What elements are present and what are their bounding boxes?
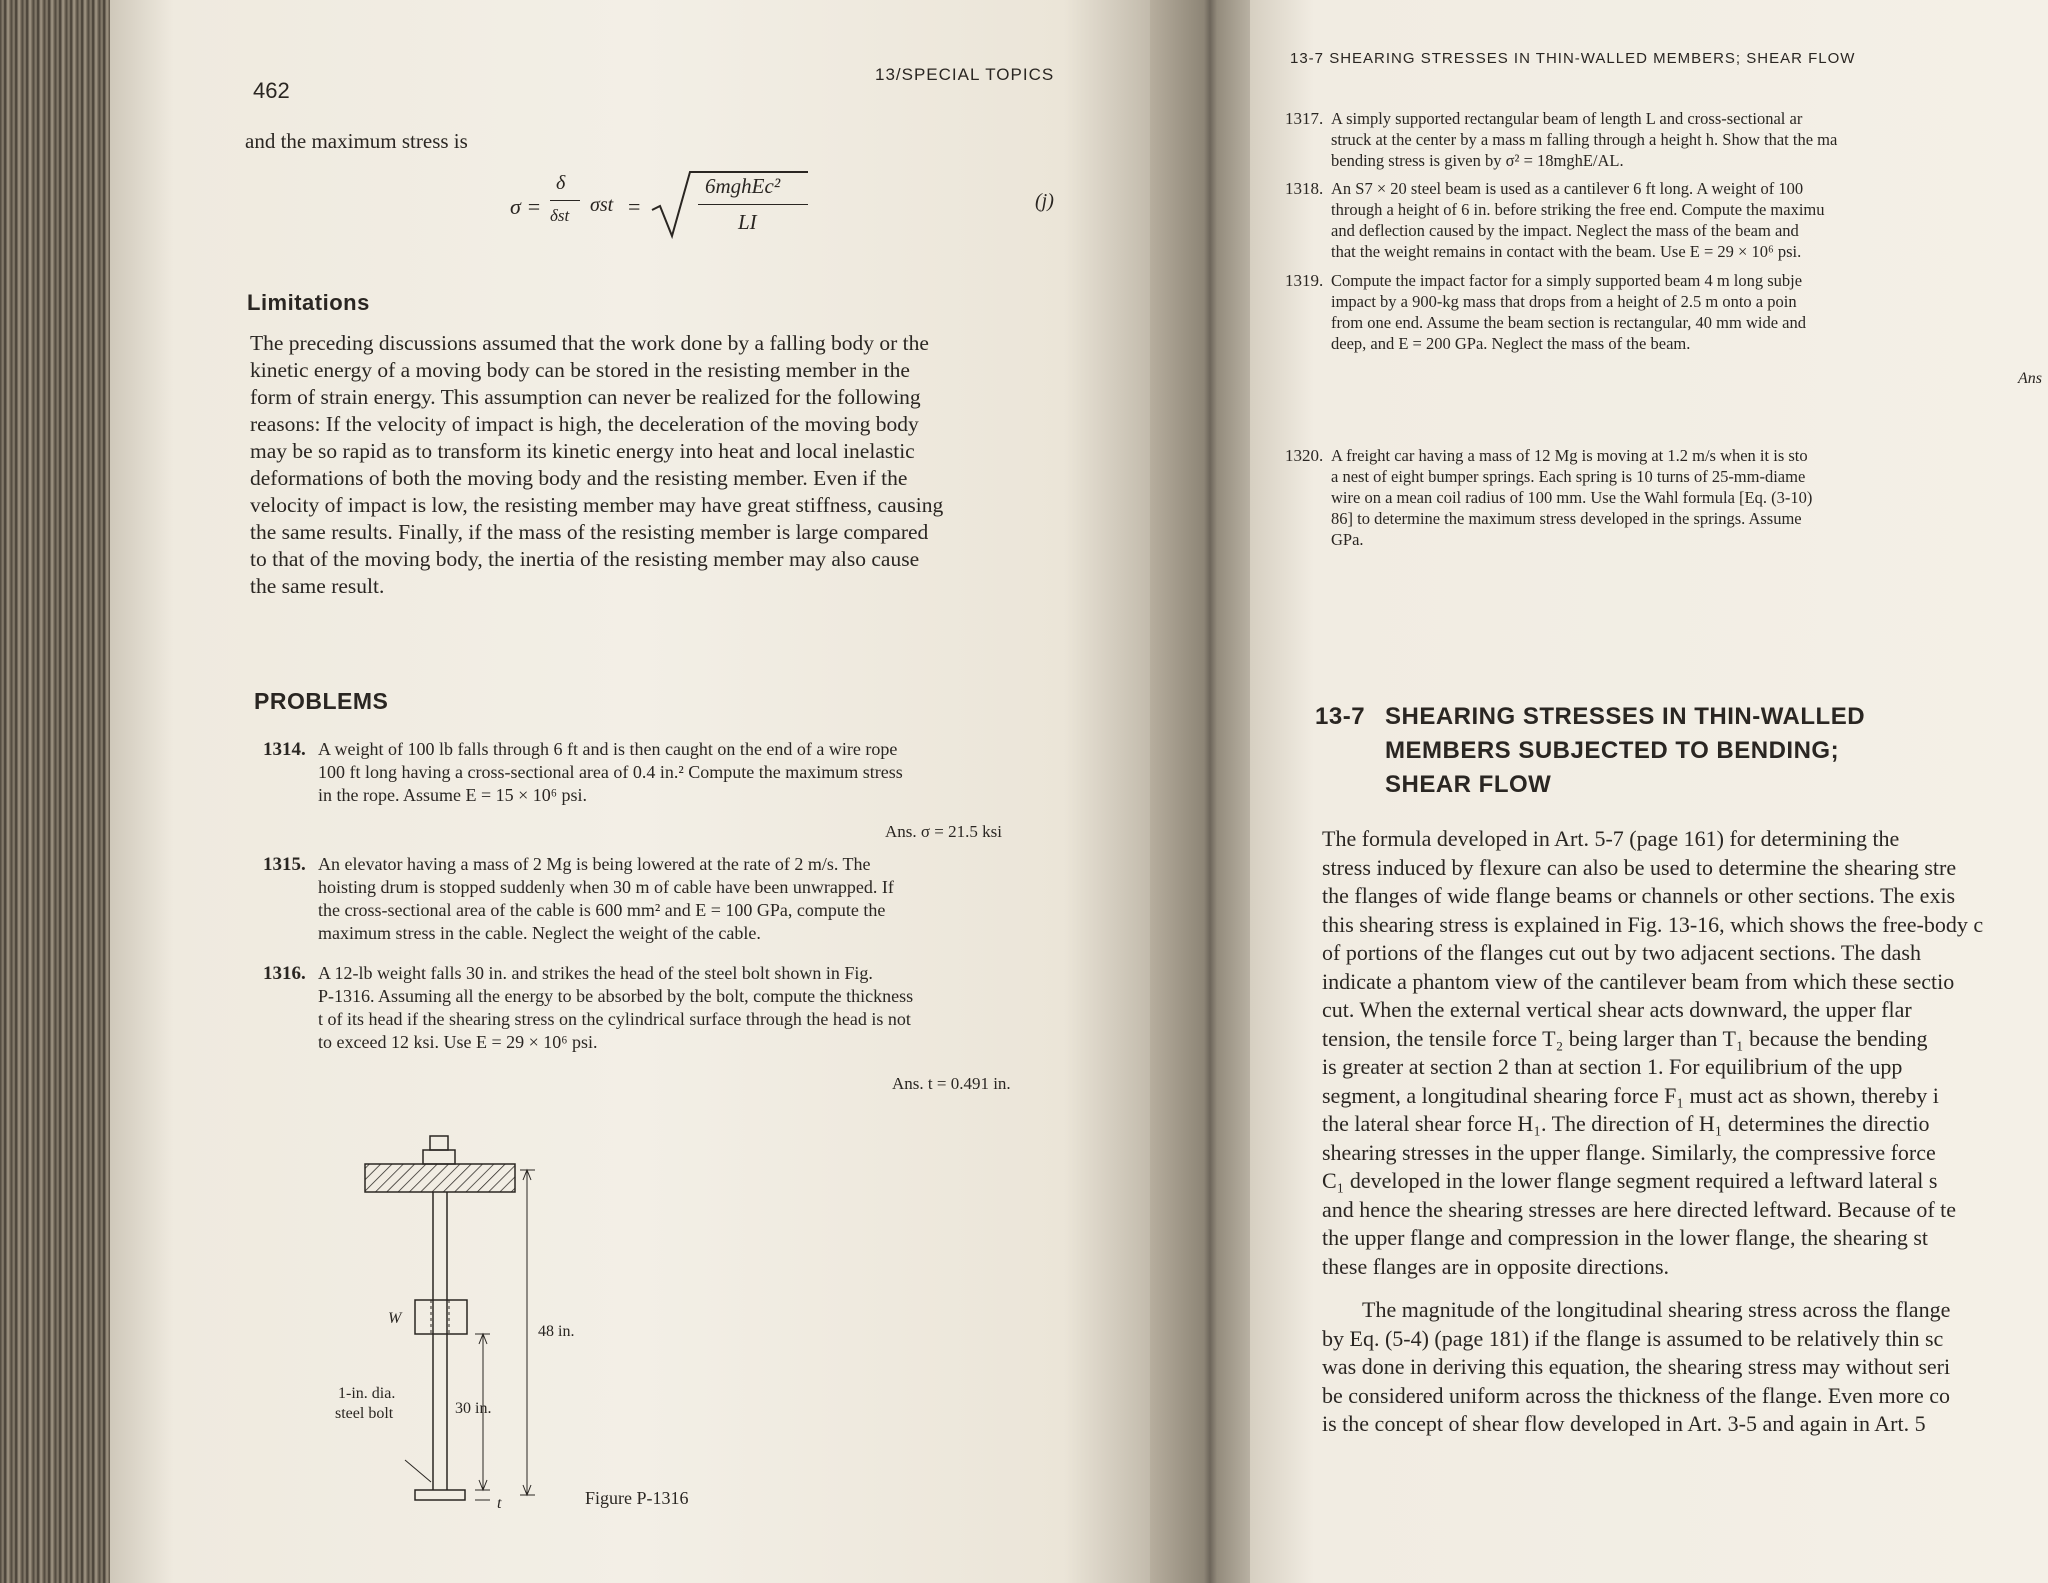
text-line: in the rope. Assume E = 15 × 10⁶ psi.	[318, 785, 588, 805]
problem-1315	[263, 853, 1093, 953]
text-line: and deflection caused by the impact. Neglect the mass of the beam and	[1331, 221, 1799, 240]
heading-line: MEMBERS SUBJECTED TO BENDING;	[1385, 737, 1840, 764]
text-line: is greater at section 2 than at section 1. For equilibrium of the upp	[1322, 1054, 1903, 1079]
running-head: 13-7 SHEARING STRESSES IN THIN-WALLED MEMBERS; SHEAR FLOW	[1290, 50, 1856, 67]
text-line: C₁ developed in the lower flange segment required a leftward lateral s	[1322, 1168, 1938, 1193]
problem-number: 1320.	[1285, 446, 1324, 465]
bolt-label-2: steel bolt	[335, 1405, 394, 1422]
text-line: reasons: If the velocity of impact is high, the deceleration of the moving body	[250, 412, 919, 436]
text-line: shearing stresses in the upper flange. Similarly, the compressive force	[1322, 1139, 1936, 1165]
eq-equals: =	[628, 194, 641, 219]
text-line: segment, a longitudinal shearing force F₁ must act as shown, thereby i	[1322, 1082, 1939, 1108]
answer-1319: Ans	[2018, 370, 2042, 387]
weight-label: W	[388, 1310, 402, 1327]
eq-tag: (j)	[1035, 190, 1054, 212]
eq-sigma-st: σst	[590, 194, 614, 216]
text-line: form of strain energy. This assumption can never be realized for the following	[250, 385, 921, 409]
problem-1319	[1285, 270, 2048, 360]
text-line: P-1316. Assuming all the energy to be absorbed by the bolt, compute the thickness	[318, 986, 914, 1006]
text-line: The formula developed in Art. 5-7 (page 161) for determining the	[1322, 826, 1900, 851]
right-page	[1250, 0, 2048, 1583]
text-line: by Eq. (5-4) (page 181) if the flange is assumed to be relatively thin sc	[1322, 1325, 1944, 1351]
text-line: may be so rapid as to transform its kinetic energy into heat and local inelastic	[250, 439, 915, 463]
text-line: cut. When the external vertical shear acts downward, the upper flar	[1322, 997, 1912, 1022]
text-line: tension, the tensile force T₂ being larger than T₁ because the bending	[1322, 1025, 1928, 1051]
left-page	[110, 0, 1170, 1583]
eq-ratio-num: δ	[556, 172, 566, 194]
problem-1318	[1285, 178, 2048, 268]
dim-48-label: 48 in.	[538, 1323, 575, 1340]
text-line: A freight car having a mass of 12 Mg is moving at 1.2 m/s when it is sto	[1331, 446, 1808, 465]
text-line: be considered uniform across the thickness of the flange. Even more co	[1322, 1382, 1951, 1408]
problem-number: 1316.	[263, 963, 306, 984]
text-line: to that of the moving body, the inertia of the resisting member may also cause	[250, 547, 920, 571]
eq-sqrt-den: LI	[738, 210, 757, 234]
text-line: A 12-lb weight falls 30 in. and strikes the head of the steel bolt shown in Fig.	[318, 963, 873, 983]
text-line: and hence the shearing stresses are here directed leftward. Because of te	[1322, 1196, 1957, 1222]
problems-heading: PROBLEMS	[254, 688, 389, 714]
text-line: hoisting drum is stopped suddenly when 30 m of cable have been unwrapped. If	[318, 877, 894, 897]
eq-ratio-den: δst	[550, 206, 570, 225]
text-line: of portions of the flanges cut out by two adjacent sections. The dash	[1322, 940, 1921, 965]
eq-ratio-bar	[550, 200, 580, 201]
text-line: deep, and E = 200 GPa. Neglect the mass of the beam.	[1331, 334, 1691, 353]
text-line: the lateral shear force H₁. The direction of H₁ determines the directio	[1322, 1111, 1930, 1136]
text-line: struck at the center by a mass m falling through a height h. Show that the ma	[1331, 130, 1838, 149]
text-line: A weight of 100 lb falls through 6 ft and is then caught on the end of a wire rope	[318, 739, 898, 759]
stress-equation	[510, 170, 1110, 250]
eq-sqrt-num: 6mghEc²	[705, 174, 781, 198]
problem-1320	[1285, 445, 2048, 555]
text-line: through a height of 6 in. before striking the free end. Compute the maximu	[1331, 200, 1825, 219]
text-line: velocity of impact is low, the resisting member may have great stiffness, causing	[250, 493, 944, 517]
answer-1316: Ans. t = 0.491 in.	[892, 1074, 1011, 1093]
text-line: a nest of eight bumper springs. Each spring is 10 turns of 25-mm-diame	[1331, 467, 1806, 486]
problem-1316	[263, 962, 1093, 1062]
limitations-heading: Limitations	[247, 290, 370, 315]
text-line: these flanges are in opposite directions.	[1322, 1253, 1670, 1279]
t-label: t	[497, 1495, 502, 1512]
text-line: t of its head if the shearing stress on the cylindrical surface through the head is not	[318, 1009, 911, 1029]
text-line: is the concept of shear flow developed in Art. 3-5 and again in Art. 5	[1322, 1411, 1926, 1436]
problem-number: 1317.	[1285, 109, 1324, 128]
text-line: Compute the impact factor for a simply supported beam 4 m long subje	[1331, 271, 1803, 290]
text-line: GPa.	[1331, 530, 1364, 549]
intro-line: and the maximum stress is	[245, 129, 468, 153]
text-line: the cross-sectional area of the cable is 600 mm² and E = 100 GPa, compute the	[318, 900, 886, 920]
text-line: An elevator having a mass of 2 Mg is being lowered at the rate of 2 m/s. The	[318, 854, 871, 874]
text-line: stress induced by flexure can also be used to determine the shearing stre	[1322, 854, 1957, 880]
text-line: was done in deriving this equation, the shearing stress may without seri	[1322, 1354, 1951, 1379]
text-line: that the weight remains in contact with the beam. Use E = 29 × 10⁶ psi.	[1331, 242, 1802, 261]
problem-number: 1318.	[1285, 179, 1324, 198]
text-line: A simply supported rectangular beam of length L and cross-sectional ar	[1331, 109, 1803, 128]
text-line: wire on a mean coil radius of 100 mm. Use the Wahl formula [Eq. (3-10)	[1331, 488, 1813, 507]
eq-sqrt-bar	[698, 204, 808, 205]
answer-1314: Ans. σ = 21.5 ksi	[885, 822, 1002, 841]
heading-line: SHEAR FLOW	[1385, 771, 1552, 798]
text-line: 100 ft long having a cross-sectional area of 0.4 in.² Compute the maximum stress	[318, 762, 903, 782]
section-paragraph-2	[1322, 1296, 2048, 1439]
heading-line: SHEARING STRESSES IN THIN-WALLED	[1385, 703, 1866, 730]
text-line: bending stress is given by σ² = 18mghE/AL.	[1331, 151, 1624, 170]
text-line: impact by a 900-kg mass that drops from a height of 2.5 m onto a poin	[1331, 292, 1797, 311]
text-line: kinetic energy of a moving body can be stored in the resisting member in the	[250, 358, 910, 382]
text-line: to exceed 12 ksi. Use E = 29 × 10⁶ psi.	[318, 1032, 598, 1052]
problem-1317	[1285, 108, 2048, 178]
text-line: maximum stress in the cable. Neglect the weight of the cable.	[318, 923, 761, 943]
text-line: the same results. Finally, if the mass of the resisting member is large compared	[250, 520, 929, 544]
text-line: The magnitude of the longitudinal shearing stress across the flange	[1362, 1297, 1951, 1322]
problem-1314	[263, 738, 1093, 818]
dim-30-label: 30 in.	[455, 1400, 492, 1417]
running-head: 13/SPECIAL TOPICS	[875, 65, 1055, 84]
text-line: An S7 × 20 steel beam is used as a cantilever 6 ft long. A weight of 100	[1331, 179, 1804, 198]
text-line: deformations of both the moving body and the resisting member. Even if the	[250, 466, 908, 490]
book-page-edges	[0, 0, 120, 1583]
text-line: the upper flange and compression in the lower flange, the shearing st	[1322, 1225, 1929, 1250]
text-line: from one end. Assume the beam section is rectangular, 40 mm wide and	[1331, 313, 1806, 332]
limitations-paragraph	[250, 330, 1070, 600]
text-line: this shearing stress is explained in Fig. 13-16, which shows the free-body c	[1322, 911, 1984, 937]
problem-number: 1314.	[263, 739, 306, 760]
text-line: the same result.	[250, 574, 385, 598]
page-number: 462	[253, 78, 290, 103]
section-paragraph-1	[1322, 825, 2048, 1281]
figure-caption: Figure P-1316	[585, 1488, 689, 1508]
problem-number: 1319.	[1285, 271, 1324, 290]
text-line: 86] to determine the maximum stress developed in the springs. Assume	[1331, 509, 1802, 528]
section-number: 13-7	[1315, 703, 1366, 730]
eq-lhs: σ =	[510, 194, 542, 219]
section-heading	[1385, 700, 1865, 802]
text-line: the flanges of wide flange beams or channels or other sections. The exis	[1322, 883, 1956, 908]
problem-number: 1315.	[263, 854, 306, 875]
text-line: The preceding discussions assumed that the work done by a falling body or the	[250, 331, 929, 355]
bolt-label-1: 1-in. dia.	[338, 1385, 396, 1402]
text-line: indicate a phantom view of the cantilever beam from which these sectio	[1322, 968, 1955, 994]
